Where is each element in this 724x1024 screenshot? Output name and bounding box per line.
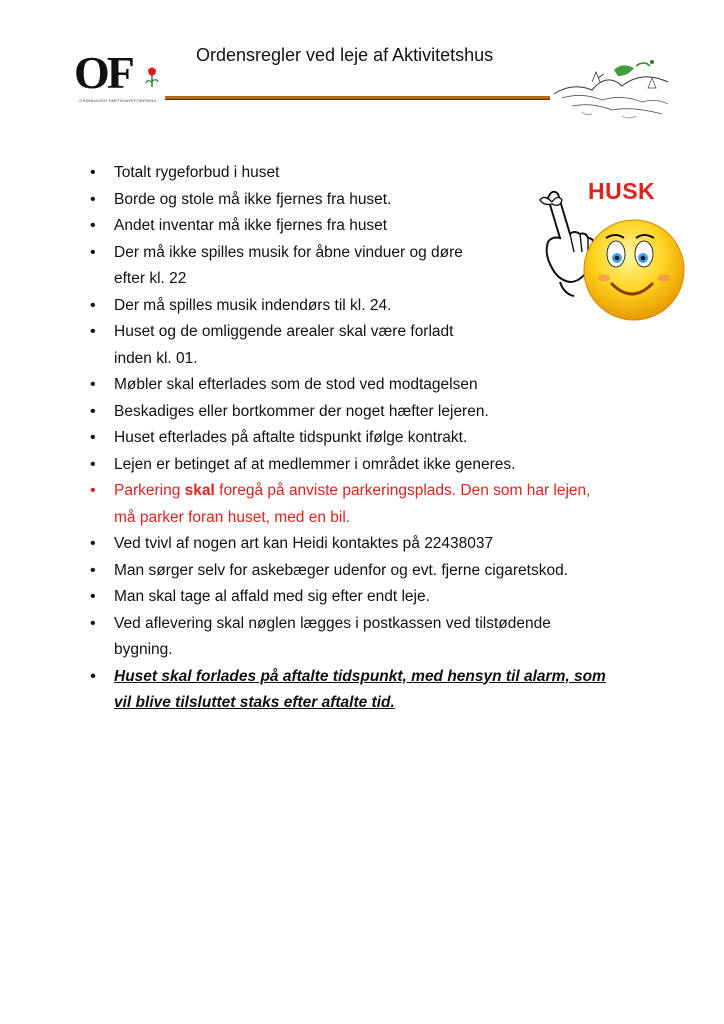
list-item: • Andet inventar må ikke fjernes fra huset [88, 213, 678, 240]
rules-list [88, 160, 678, 717]
page-title: Ordensregler ved leje af Aktivitetshus [196, 45, 494, 65]
list-item: • Ved tvivl af nogen art kan Heidi kontaktes på 22438037 [88, 531, 678, 558]
title-underline [165, 96, 550, 100]
logo-caption: GRØNDAGER PARTSHAVEFORENING [79, 98, 157, 103]
logo-text: OF [74, 47, 132, 98]
list-item: • Møbler skal efterlades som de stod ved modtagelsen [88, 372, 678, 399]
list-item: • Huset og de omliggende arealer skal være forladt inden kl. 01. [88, 319, 678, 372]
list-item: • Huset efterlades på aftalte tidspunkt ifølge kontrakt. [88, 425, 678, 452]
list-item: • Ved aflevering skal nøglen lægges i postkassen ved tilstødende bygning. [88, 611, 678, 664]
list-item: • Der må spilles musik indendørs til kl. 24. [88, 293, 678, 320]
list-item: • Der må ikke spilles musik for åbne vinduer og døre efter kl. 22 [88, 240, 678, 293]
emphasis-skal: skal [184, 482, 215, 499]
list-item: • Beskadiges eller bortkommer der noget hæfter lejeren. [88, 399, 678, 426]
list-item: • Man sørger selv for askebæger udenfor og evt. fjerne cigaretskod. [88, 558, 678, 585]
list-item: • Borde og stole må ikke fjernes fra huset. [88, 187, 678, 214]
parking-rule-item: • Parkering skal foregå på anviste parkeringsplads. Den som har lejen, må parker foran huset, med en bil. [88, 478, 678, 531]
list-item: • Totalt rygeforbud i huset [88, 160, 678, 187]
list-item: • Man skal tage al affald med sig efter endt leje. [88, 584, 678, 611]
landscape-sketch-icon [552, 52, 670, 122]
list-item: • Lejen er betinget af at medlemmer i området ikke generes. [88, 452, 678, 479]
alarm-rule-item: • Huset skal forlades på aftalte tidspunkt, med hensyn til alarm, som vil blive tilsluttet staks efter aftalte tid. [88, 664, 678, 717]
flower-icon [144, 66, 160, 88]
husk-label: HUSK [588, 178, 656, 204]
association-logo [72, 48, 168, 116]
